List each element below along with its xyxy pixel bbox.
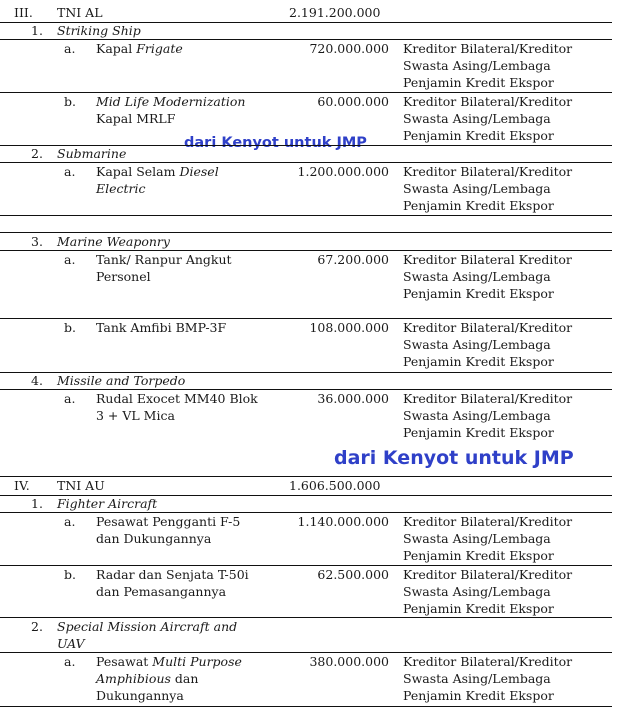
item-amount: 1.200.000.000 (297, 164, 389, 179)
item-name: Pesawat Multi Purpose (96, 654, 242, 669)
creditor-text: Kreditor Bilateral/Kreditor Swasta Asing/Lembaga Penjamin Kredit Ekspor (403, 320, 573, 369)
section-total: 2.191.200.000 (289, 5, 381, 20)
watermark: dari Kenyot untuk JMP (184, 135, 367, 151)
item-amount: 380.000.000 (309, 654, 389, 669)
table-rule (0, 706, 612, 707)
item-name-line2: Personel (96, 269, 151, 284)
item-name-line2: Amphibious dan (96, 671, 199, 686)
item-amount: 108.000.000 (309, 320, 389, 335)
item-amount: 720.000.000 (309, 41, 389, 56)
item-name: Kapal Selam Diesel (96, 164, 219, 179)
group-title-line2: UAV (57, 636, 85, 651)
item-name: Tank Amfibi BMP-3F (96, 320, 227, 335)
group-number: 1. (31, 23, 43, 38)
group-number: 1. (31, 496, 43, 511)
creditor-text: Kreditor Bilateral/Kreditor Swasta Asing/Lembaga Penjamin Kredit Ekspor (403, 41, 573, 90)
item-letter: b. (64, 320, 76, 335)
group-number: 2. (31, 619, 43, 634)
item-name-line2: Kapal MRLF (96, 111, 176, 126)
item-letter: a. (64, 514, 76, 529)
watermark: dari Kenyot untuk JMP (334, 447, 574, 469)
item-letter: a. (64, 391, 76, 406)
creditor-text: Kreditor Bilateral/Kreditor Swasta Asing/Lembaga Penjamin Kredit Ekspor (403, 391, 573, 440)
item-letter: b. (64, 94, 76, 109)
item-amount: 62.500.000 (317, 567, 389, 582)
creditor-text: Kreditor Bilateral Kreditor Swasta Asing/Lembaga Penjamin Kredit Ekspor (403, 252, 572, 301)
creditor-text: Kreditor Bilateral/Kreditor Swasta Asing/Lembaga Penjamin Kredit Ekspor (403, 514, 573, 563)
item-amount: 36.000.000 (317, 391, 389, 406)
group-title: Fighter Aircraft (57, 496, 158, 511)
item-name: Radar dan Senjata T-50i (96, 567, 249, 582)
item-name: Mid Life Modernization (96, 94, 246, 109)
item-name: Rudal Exocet MM40 Blok (96, 391, 258, 406)
group-title: Missile and Torpedo (57, 373, 186, 388)
section-title: TNI AU (57, 478, 105, 493)
item-name: Kapal Frigate (96, 41, 183, 56)
item-name: Tank/ Ranpur Angkut (96, 252, 232, 267)
item-name-line2: dan Pemasangannya (96, 584, 227, 599)
item-letter: a. (64, 252, 76, 267)
group-title: Special Mission Aircraft and (57, 619, 238, 634)
item-letter: b. (64, 567, 76, 582)
item-name-line3: Dukungannya (96, 688, 184, 703)
group-number: 3. (31, 234, 43, 249)
group-title: Submarine (57, 146, 127, 161)
group-title: Striking Ship (57, 23, 141, 38)
item-name: Pesawat Pengganti F-5 (96, 514, 241, 529)
group-number: 4. (31, 373, 43, 388)
item-name-line2: Electric (96, 181, 146, 196)
section-roman: IV. (14, 478, 30, 493)
section-title: TNI AL (57, 5, 103, 20)
section-roman: III. (14, 5, 33, 20)
item-letter: a. (64, 41, 76, 56)
item-name-line2: 3 + VL Mica (96, 408, 175, 423)
creditor-text: Kreditor Bilateral/Kreditor Swasta Asing/Lembaga Penjamin Kredit Ekspor (403, 164, 573, 213)
section-total: 1.606.500.000 (289, 478, 381, 493)
group-title: Marine Weaponry (57, 234, 170, 249)
item-letter: a. (64, 654, 76, 669)
item-name-line2: dan Dukungannya (96, 531, 212, 546)
creditor-text: Kreditor Bilateral/Kreditor Swasta Asing/Lembaga Penjamin Kredit Ekspor (403, 654, 573, 703)
item-amount: 67.200.000 (317, 252, 389, 267)
creditor-text: Kreditor Bilateral/Kreditor Swasta Asing/Lembaga Penjamin Kredit Ekspor (403, 94, 573, 143)
item-letter: a. (64, 164, 76, 179)
creditor-text: Kreditor Bilateral/Kreditor Swasta Asing/Lembaga Penjamin Kredit Ekspor (403, 567, 573, 616)
item-amount: 1.140.000.000 (297, 514, 389, 529)
table-rule (0, 215, 612, 216)
item-amount: 60.000.000 (317, 94, 389, 109)
group-number: 2. (31, 146, 43, 161)
